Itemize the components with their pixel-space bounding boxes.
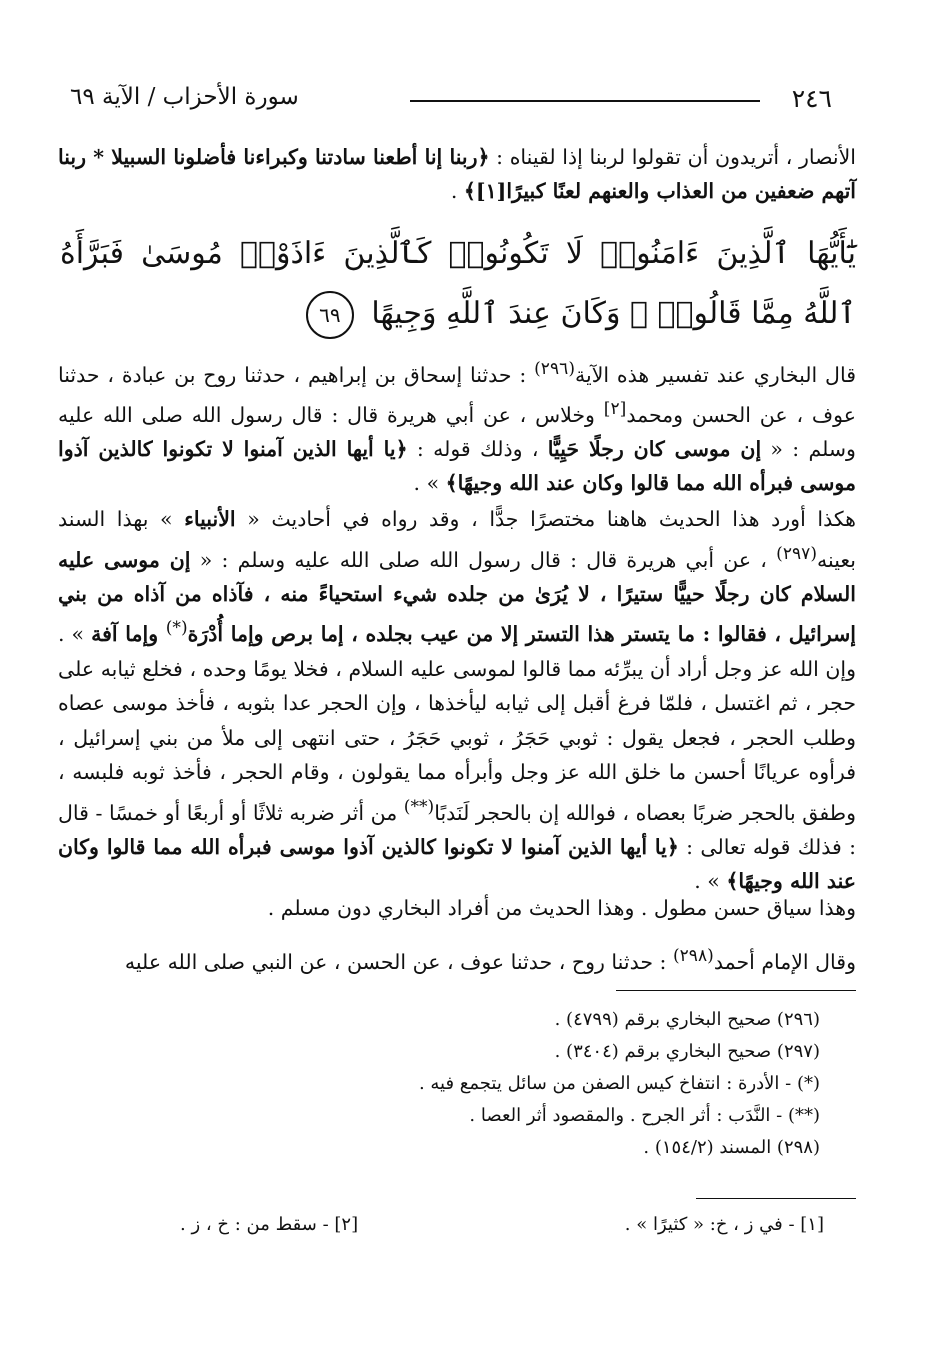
footnote-item: (**) - النَّدَب : أثر الجرح . والمقصود أثر العصا .: [469, 1105, 820, 1126]
footnote-ref-298: (٢٩٨): [672, 946, 714, 966]
hadith-text-4: » . وإن الله عز وجل أراد أن يبرِّئه مما قالوا لموسى عليه السلام ، فخلا يومًا وحده ، فخلع ثيابه على حجر ، ثم اغتسل ، فلمّا فرغ أقبل إلى ثيابه ليأخذها ، وإن الحجر عدا بثوبه ، فأخذ موسى عصاه وطلب الحجر ، فجعل يقول : ثوبي حَجَرُ ، ثوبي حَجَرُ ، حتى انتهى إلى ملأ من بني إسرائيل ، فرأوه عريانًا أحسن ما خلق الله عز وجل وأبرأه مما يقولون ، وقام الحجر ، فأخذ ثوبه فلبسه ، وطفق بالحجر ضربًا بعصاه ، فوالله إن بالحجر لَنَدبًا: [58, 622, 856, 825]
intro-end: .: [450, 179, 464, 203]
footnote-ref-297: (٢٩٧): [776, 543, 818, 564]
bukhari-text-2: : حدثنا إسحاق بن إبراهيم ، حدثنا روح بن عبادة ، حدثنا عوف ، عن الحسن ومحمد: [58, 362, 856, 427]
intro-quran-quote: ﴿ربنا إنا أطعنا سادتنا وكبراءنا فأضلونا السبيلا * ربنا آتهم ضعفين من العذاب والعنهم لعنًا كبيرًا[١]﴾: [58, 145, 856, 203]
footnote-ref-296: (٢٩٦): [534, 359, 575, 379]
hadith-quote-bold: إن موسى عليه السلام كان رجلًا حييًّا ستيرًا ، لا يُرَىٰ من جلده شيء استحياءً منه ، فآذاه من آذاه من بني إسرائيل ، فقالوا : ما يتستر هذا التستر إلا من عيب بجلده ، إما برص وإما أُدْرَة: [58, 547, 857, 647]
edition-note-1: [١] - في ز ، خ: « كثيرًا » .: [624, 1214, 824, 1235]
page-header: [70, 78, 832, 118]
closing-line-2a: وقال الإمام أحمد: [713, 949, 856, 974]
bukhari-text-1: قال البخاري عند تفسير هذه الآية: [575, 362, 856, 387]
verse-number-marker: ٦٩: [306, 291, 354, 339]
intro-text: الأنصار ، أتريدون أن تقولوا لربنا إذا لقيناه :: [489, 145, 856, 169]
bukhari-quran-quote: ﴿يا أيها الذين آمنوا لا تكونوا كالذين آذوا موسى فبرأه الله مما قالوا وكان عند الله وجيهًا﴾: [58, 436, 856, 495]
footnote-ref-double-star: (**): [403, 796, 435, 817]
page-number: ٢٤٦: [791, 84, 832, 113]
closing-line-2b: : حدثنا روح ، حدثنا عوف ، عن الحسن ، عن النبي صلى الله عليه: [124, 949, 673, 974]
intro-paragraph: [58, 140, 856, 208]
bukhari-text-4: ، وذلك قوله :: [407, 436, 548, 461]
bukhari-text-3: وخلاس ، عن أبي هريرة قال : قال رسول الله صلى الله عليه وسلم : «: [58, 402, 856, 461]
hadith-text-6: » .: [694, 869, 727, 894]
hadith-text-1: هكذا أورد هذا الحديث هاهنا مختصرًا جدًّا ، وقد رواه في أحاديث «: [235, 507, 856, 531]
footnote-ref-star: (*): [165, 618, 188, 639]
footnote-item: (٢٩٨) المسند (١٥٤/٢) .: [643, 1137, 820, 1158]
quran-verse: [60, 224, 856, 344]
hadith-quote-bold-2: وإما آفة: [91, 622, 166, 647]
footnote-separator: [616, 990, 856, 991]
bukhari-hadith-bold: إن موسى كان رجلًا حَيِيًّا: [547, 436, 762, 461]
edition-notes-separator: [696, 1198, 856, 1199]
verse-text: يَٰٓأَيُّهَا ٱلَّذِينَ ءَامَنُوا۟ لَا تَكُونُوا۟ كَٱلَّذِينَ ءَاذَوْا۟ مُوسَىٰ فَبَرَّأَهُ ٱللَّهُ مِمَّا قَالُوا۟ ۚ وَكَانَ عِندَ ٱللَّهِ وَجِيهًا: [60, 236, 856, 331]
edition-ref-2: [٢]: [603, 398, 627, 419]
bukhari-text-5: » .: [413, 470, 446, 495]
hadith-paragraph: [58, 502, 856, 899]
hadith-text-3: ، عن أبي هريرة قال : قال رسول الله صلى الله عليه وسلم : «: [190, 547, 777, 572]
hadith-quran-quote: ﴿يا أيها الذين آمنوا لا تكونوا كالذين آذوا موسى فبرأه الله مما قالوا وكان عند الله وجيهًا﴾: [58, 834, 856, 894]
hadith-text-5: من أثر ضربه ثلاثًا أو أربعًا أو خمسًا - قال : فذلك قوله تعالى :: [58, 800, 856, 859]
edition-note-2: [٢] - سقط من : خ ، ز .: [180, 1214, 359, 1235]
footnote-item: (٢٩٦) صحيح البخاري برقم (٤٧٩٩) .: [554, 1009, 820, 1030]
hadith-book-name: الأنبياء: [184, 507, 236, 531]
closing-paragraph: [58, 884, 856, 986]
bukhari-paragraph: [58, 352, 856, 500]
header-rule: [410, 100, 760, 102]
footnote-item: (*) - الأدرة : انتفاخ كيس الصفن من سائل يتجمع فيه .: [418, 1073, 820, 1094]
hadith-text-2: » بهذا السند بعينه: [58, 507, 856, 572]
surah-title: سورة الأحزاب / الآية ٦٩: [70, 84, 299, 110]
closing-line-1: وهذا سياق حسن مطول . وهذا الحديث من أفراد البخاري دون مسلم .: [267, 896, 856, 920]
footnotes-list: [120, 1004, 820, 1164]
footnote-item: (٢٩٧) صحيح البخاري برقم (٣٤٠٤) .: [554, 1041, 820, 1062]
